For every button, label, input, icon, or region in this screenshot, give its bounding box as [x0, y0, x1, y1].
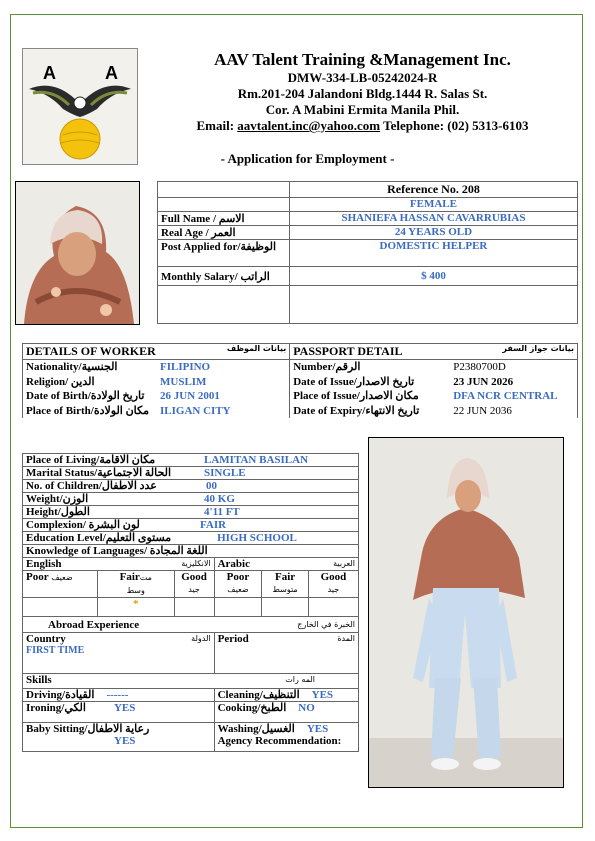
company-name: AAV Talent Training &Management Inc.	[214, 50, 511, 69]
age-label: Real Age / العمر	[158, 226, 290, 240]
passport-number-label: Number/الرقم	[293, 361, 361, 373]
salary-value: $ 400	[289, 267, 577, 286]
experience-period-cell	[214, 633, 358, 674]
issue-date-value: 23 JUN 2026	[453, 375, 514, 388]
cooking-value: NO	[298, 702, 315, 714]
worker-details	[23, 360, 290, 419]
issue-place-label: Place of Issue/مكان الاصدار	[293, 390, 419, 402]
english-label-ar: الانكليزية	[181, 559, 211, 568]
experience-country-cell	[23, 633, 215, 674]
religion-label: Religion/ الدين	[26, 375, 95, 388]
email-link[interactable]: aavtalent.inc@yahoo.com	[237, 118, 381, 133]
baby-sitting-cell	[23, 723, 215, 752]
applicant-info-table	[157, 181, 578, 324]
nationality-label: Nationality/الجنسية	[26, 361, 118, 373]
ironing-label: Ironing/الكي	[26, 702, 86, 714]
driving-label: Driving/القيادة	[26, 689, 95, 701]
email-label: Email:	[196, 118, 235, 133]
gender-value: FEMALE	[289, 198, 577, 212]
passport-header	[290, 344, 578, 360]
svg-text:A: A	[43, 63, 56, 83]
reference-number: Reference No. 208	[289, 182, 577, 198]
issue-date-label: Date of Issue/تاريخ الاصدار	[293, 375, 415, 388]
dob-value: 26 JUN 2001	[160, 390, 220, 402]
languages-label: Knowledge of Languages/ اللغة المجادة	[23, 545, 359, 558]
applicant-portrait-photo	[15, 181, 140, 325]
english-poor: Poor ضعيف	[23, 571, 98, 598]
english-label: English	[26, 558, 62, 570]
marital-value: SINGLE	[174, 467, 358, 480]
cleaning-value: YES	[311, 689, 334, 701]
worker-title-ar: بيانات الموظف	[226, 344, 287, 353]
worker-passport-table	[22, 343, 578, 418]
cooking-label: Cooking/الطبخ	[217, 702, 287, 714]
expiry-label: Date of Expiry/تاريخ الانتهاء	[293, 404, 420, 417]
english-header	[23, 558, 215, 571]
arabic-poor: Poor ضعيف	[214, 571, 262, 598]
washing-cell	[214, 723, 358, 752]
telephone: Telephone: (02) 5313-6103	[383, 118, 529, 133]
passport-details	[290, 360, 578, 419]
agency-recommendation-label: Agency Recommendation:	[217, 735, 342, 747]
living-label: Place of Living/مكان الاقامة	[23, 454, 175, 467]
marital-label: Marital Status/الحالة الاجتماعية	[23, 467, 175, 480]
address-line-2: Cor. A Mabini Ermita Manila Phil.	[265, 102, 460, 117]
arabic-good: Good جيد	[308, 571, 358, 598]
dob-label: Date of Birth/تاريخ الولادة	[26, 390, 145, 402]
personal-details-table	[22, 453, 359, 752]
ironing-value: YES	[113, 702, 136, 714]
address-line-1: Rm.201-204 Jalandoni Bldg.1444 R. Salas St.	[237, 86, 488, 101]
full-name-label: Full Name / الاسم	[158, 212, 290, 226]
children-value: 00	[174, 480, 358, 493]
education-label: Education Level/مستوى التعليم	[23, 532, 215, 545]
company-logo	[22, 48, 138, 165]
skills-title-ar: المه رات	[285, 675, 315, 684]
issue-place-value: DFA NCR CENTRAL	[453, 390, 558, 402]
pob-label: Place of Birth/مكان الولادة	[26, 404, 149, 417]
experience-header	[23, 617, 359, 633]
period-label: Period	[217, 633, 249, 645]
salary-label: Monthly Salary/ الراتب	[158, 267, 290, 286]
arabic-label-ar: العربية	[333, 559, 355, 568]
arabic-label: Arabic	[217, 558, 250, 570]
passport-number-value: P2380700D	[453, 361, 506, 373]
weight-value: 40 KG	[174, 493, 358, 506]
svg-text:A: A	[105, 63, 118, 83]
arabic-header	[214, 558, 358, 571]
experience-title: Abroad Experience	[48, 618, 140, 631]
baby-sitting-label: Baby Sitting/رعاية الاطفال	[26, 723, 150, 735]
education-value: HIGH SCHOOL	[214, 532, 358, 545]
weight-label: Weight/الوزن	[23, 493, 175, 506]
english-level-mark: *	[98, 598, 174, 617]
expiry-value: 22 JUN 2036	[453, 404, 512, 417]
baby-sitting-value: YES	[114, 735, 136, 747]
ironing-cell	[23, 702, 215, 723]
country-value: FIRST TIME	[26, 645, 85, 656]
arabic-fair: Fair متوسط	[262, 571, 309, 598]
nationality-value: FILIPINO	[160, 361, 211, 373]
skills-title: Skills	[26, 674, 52, 686]
country-label: Country	[26, 633, 66, 645]
passport-title-ar: بيانات جواز السفر	[502, 344, 574, 353]
period-label-ar: المدة	[337, 634, 355, 643]
form-title: - Application for Employment -	[220, 151, 395, 166]
height-label: Height/الطول	[23, 506, 175, 519]
passport-title: PASSPORT DETAIL	[293, 344, 403, 358]
experience-title-ar: الخبرة في الخارج	[297, 619, 355, 629]
driving-cell	[23, 689, 215, 702]
applicant-full-body-photo	[368, 437, 564, 788]
children-label: No. of Children/عدد الاطفال	[23, 480, 175, 493]
pob-value: ILIGAN CITY	[160, 404, 231, 417]
english-fair: Fairمت وسط	[98, 571, 174, 598]
worker-header	[23, 344, 290, 360]
complexion-label: Complexion/ لون البشرة	[23, 519, 175, 532]
cleaning-cell	[214, 689, 358, 702]
skills-header	[23, 674, 359, 689]
country-label-ar: الدولة	[191, 634, 211, 643]
license-number: DMW-334-LB-05242024-R	[287, 70, 438, 85]
cooking-cell	[214, 702, 358, 723]
complexion-value: FAIR	[174, 519, 358, 532]
contact-line	[140, 118, 585, 134]
full-name-value: SHANIEFA HASSAN CAVARRUBIAS	[289, 212, 577, 226]
post-value: DOMESTIC HELPER	[289, 240, 577, 267]
worker-title: DETAILS OF WORKER	[26, 344, 156, 358]
post-label: Post Applied for/الوظيفة	[158, 240, 290, 267]
washing-value: YES	[306, 723, 329, 735]
driving-value: ------	[106, 689, 129, 701]
height-value: 4'11 FT	[174, 506, 358, 519]
cleaning-label: Cleaning/التنظيف	[217, 689, 300, 701]
living-value: LAMITAN BASILAN	[174, 454, 358, 467]
age-value: 24 YEARS OLD	[289, 226, 577, 240]
english-good: Good جيد	[174, 571, 214, 598]
washing-label: Washing/الغسيل	[217, 723, 295, 735]
religion-value: MUSLIM	[160, 375, 207, 388]
